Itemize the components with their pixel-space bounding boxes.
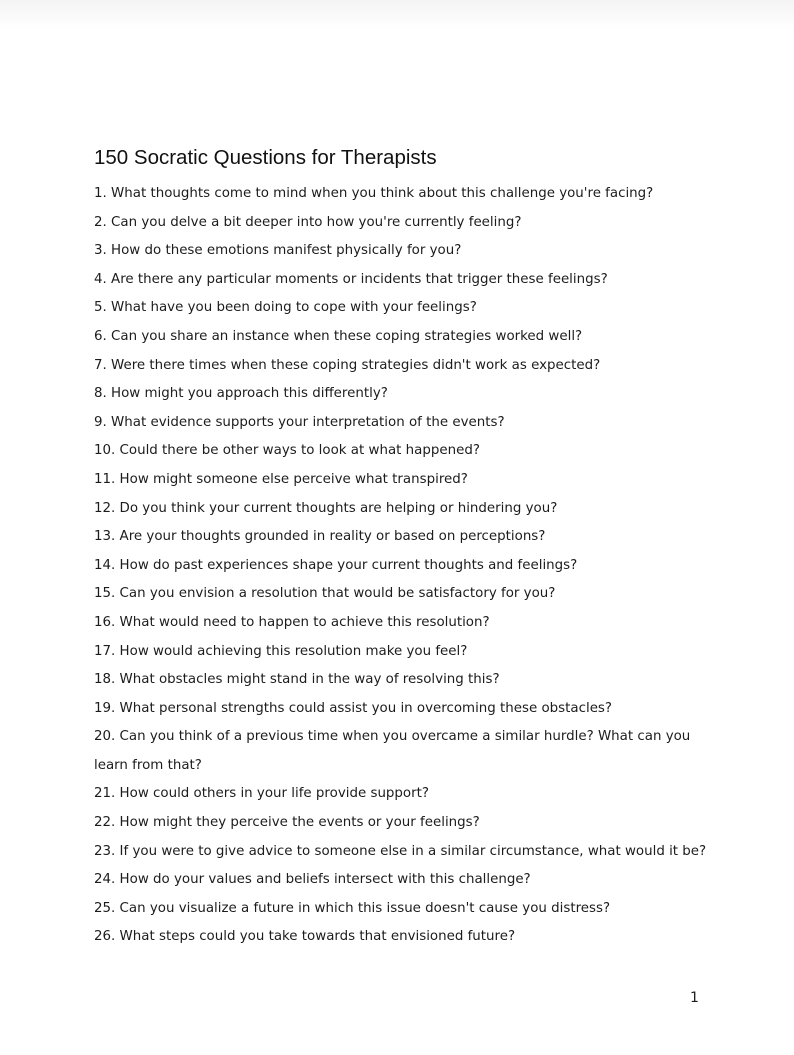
- question-item: 5. What have you been doing to cope with your feelings?: [94, 300, 477, 316]
- question-item: 3. How do these emotions manifest physically for you?: [94, 243, 462, 259]
- page-top-edge: [0, 0, 794, 30]
- question-item: 8. How might you approach this differently?: [94, 386, 388, 402]
- question-item: 20. Can you think of a previous time when you overcame a similar hurdle? What can you learn from that?: [94, 729, 691, 773]
- question-item: 15. Can you envision a resolution that would be satisfactory for you?: [94, 586, 556, 602]
- question-item: 26. What steps could you take towards that envisioned future?: [94, 929, 516, 945]
- question-item: 2. Can you delve a bit deeper into how you're currently feeling?: [94, 214, 522, 230]
- question-item: 10. Could there be other ways to look at what happened?: [94, 443, 480, 459]
- question-item: 25. Can you visualize a future in which this issue doesn't cause you distress?: [94, 900, 611, 916]
- question-item: 19. What personal strengths could assist you in overcoming these obstacles?: [94, 700, 613, 716]
- question-item: 4. Are there any particular moments or incidents that trigger these feelings?: [94, 271, 608, 287]
- question-item: 22. How might they perceive the events or your feelings?: [94, 815, 480, 831]
- question-item: 16. What would need to happen to achieve this resolution?: [94, 614, 490, 630]
- question-item: 18. What obstacles might stand in the way of resolving this?: [94, 672, 500, 688]
- question-item: 6. Can you share an instance when these coping strategies worked well?: [94, 328, 583, 344]
- question-list: [94, 180, 714, 952]
- question-item: 14. How do past experiences shape your current thoughts and feelings?: [94, 557, 578, 573]
- question-item: 13. Are your thoughts grounded in reality or based on perceptions?: [94, 529, 546, 545]
- page-number: 1: [690, 990, 699, 1006]
- question-item: 17. How would achieving this resolution make you feel?: [94, 643, 468, 659]
- question-item: 21. How could others in your life provide support?: [94, 786, 429, 802]
- question-item: 12. Do you think your current thoughts are helping or hindering you?: [94, 500, 558, 516]
- question-item: 1. What thoughts come to mind when you think about this challenge you're facing?: [94, 186, 654, 201]
- question-item: 9. What evidence supports your interpretation of the events?: [94, 414, 505, 430]
- question-item: 7. Were there times when these coping strategies didn't work as expected?: [94, 357, 601, 373]
- question-item: 23. If you were to give advice to someone else in a similar circumstance, what would it be?: [94, 843, 707, 859]
- question-item: 24. How do your values and beliefs intersect with this challenge?: [94, 872, 531, 888]
- question-item: 11. How might someone else perceive what transpired?: [94, 471, 468, 487]
- document-title: 150 Socratic Questions for Therapists: [94, 146, 437, 169]
